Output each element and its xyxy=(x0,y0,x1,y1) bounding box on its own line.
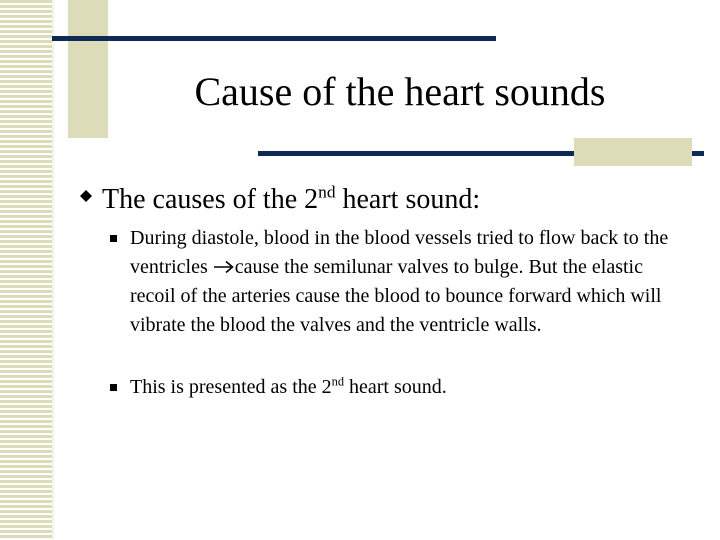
sub-bullet-2-text xyxy=(130,373,690,402)
right-arrow-icon xyxy=(213,260,235,274)
sub-bullet-2-text-end: heart sound. xyxy=(344,376,447,398)
decorative-block-right xyxy=(574,138,692,166)
main-bullet-text-start: The causes of the 2 xyxy=(102,184,319,215)
square-bullet-icon xyxy=(110,384,117,391)
sub-bullet-1-text-end: cause the semilunar valves to bulge. But the elastic recoil of the arteries cause the blood to bounce forward which will vibrate the blood the valves and the ventricle walls. xyxy=(130,256,662,336)
slide-title: Cause of the heart sounds xyxy=(194,69,606,114)
square-bullet-icon xyxy=(110,235,117,242)
decorative-stripe-edge xyxy=(52,0,54,540)
title-bar-top xyxy=(52,36,496,41)
main-bullet-text xyxy=(102,182,480,218)
diamond-bullet-icon xyxy=(80,190,92,202)
sub-bullet-1-text xyxy=(130,224,690,340)
sub-bullet-1-text-start: During diastole, blood in the blood vessels tried to flow back to the ventricles xyxy=(130,227,669,278)
decorative-stripes xyxy=(0,0,52,540)
main-bullet-text-end: heart sound: xyxy=(335,184,481,215)
main-bullet-superscript: nd xyxy=(318,182,336,202)
sub-bullet-2-text-start: This is presented as the 2 xyxy=(130,376,332,398)
sub-bullet-2-superscript: nd xyxy=(331,374,345,389)
